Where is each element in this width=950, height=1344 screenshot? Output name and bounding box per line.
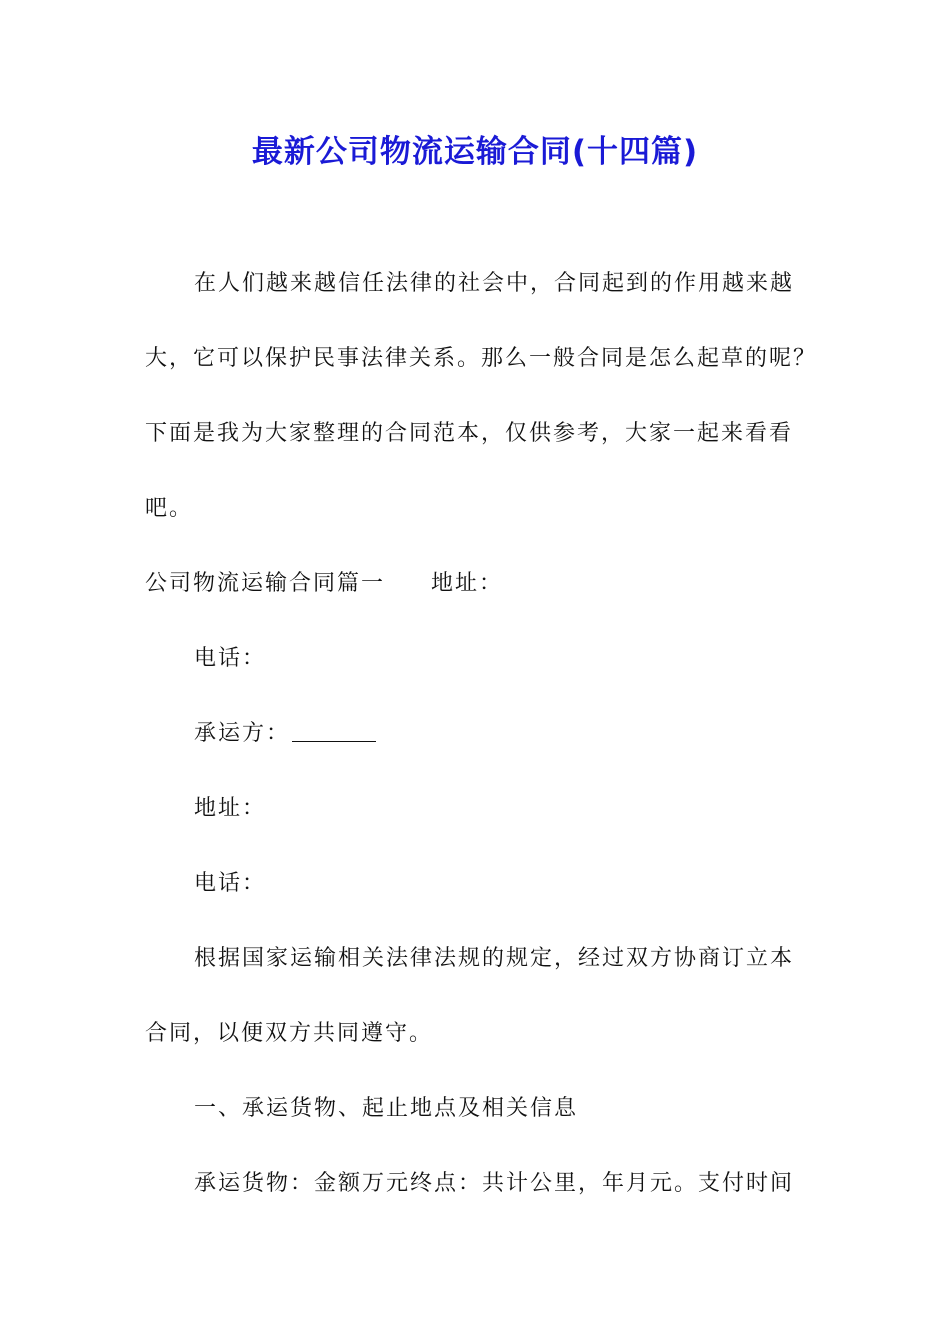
clause-1-text: 承运货物：金额万元终点：共计公里，年月元。支付时间 (194, 1171, 795, 1196)
intro-line-2: 大，它可以保护民事法律关系。那么一般合同是怎么起草的呢？ (145, 346, 818, 371)
intro-line-1: 在人们越来越信任法律的社会中，合同起到的作用越来越 (194, 271, 795, 296)
section-heading-line (145, 568, 503, 600)
intro-line-4: 吧。 (145, 496, 194, 521)
intro-line-3: 下面是我为大家整理的合同范本，仅供参考，大家一起来看看 (145, 421, 794, 446)
phone-label-1: 电话： (194, 646, 267, 671)
address-label-2: 地址： (194, 796, 267, 821)
clause-1-heading: 一、承运货物、起止地点及相关信息 (194, 1096, 579, 1121)
carrier-label: 承运方： (194, 721, 291, 746)
section-heading: 公司物流运输合同篇一 (145, 571, 386, 596)
carrier-blank-field (292, 721, 376, 742)
phone-label-2: 电话： (194, 871, 267, 896)
carrier-line (194, 718, 376, 750)
basis-line-2: 合同，以便双方共同遵守。 (145, 1021, 434, 1046)
address-label-1: 地址： (431, 571, 504, 596)
document-title: 最新公司物流运输合同(十四篇) (251, 134, 699, 170)
basis-line-1: 根据国家运输相关法律法规的规定，经过双方协商订立本 (194, 946, 795, 971)
